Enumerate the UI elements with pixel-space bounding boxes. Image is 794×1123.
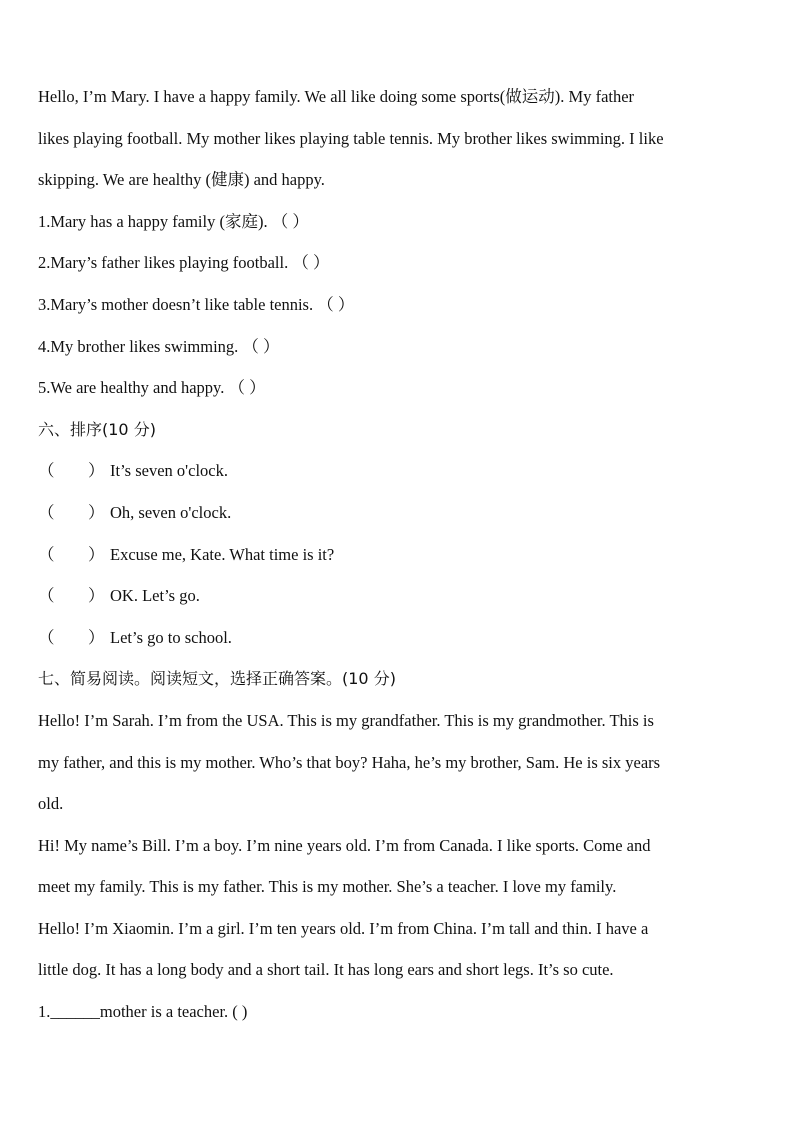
reading-passages-simple <box>38 700 758 991</box>
answer-blank-open: （ <box>38 461 55 481</box>
true-false-questions <box>38 201 758 409</box>
answer-blank-close: ） <box>88 586 105 606</box>
answer-blank-close: ） <box>88 461 105 481</box>
question-3: 3.Mary’s mother doesn’t like table tennis. （ ） <box>38 294 355 314</box>
worksheet-page <box>38 76 758 1033</box>
ordering-item <box>38 617 758 659</box>
answer-blank-open: （ <box>38 502 55 522</box>
passage-line: skipping. We are healthy (健康) and happy. <box>38 170 325 190</box>
answer-blank-close: ） <box>88 544 105 564</box>
ordering-item-text: Let’s go to school. <box>110 627 232 647</box>
passage-line: meet my family. This is my father. This is my mother. She’s a teacher. I love my family. <box>38 877 617 897</box>
ordering-item-text: Excuse me, Kate. What time is it? <box>110 544 335 564</box>
question-2: 2.Mary’s father likes playing football. （ ） <box>38 253 330 273</box>
passage-line: Hello! I’m Xiaomin. I’m a girl. I’m ten years old. I’m from China. I’m tall and thin. I have a <box>38 918 649 938</box>
passage-line: Hello, I’m Mary. I have a happy family. We all like doing some sports(做运动). My father <box>38 87 635 106</box>
ordering-item <box>38 450 758 492</box>
answer-blank-close: ） <box>88 627 105 647</box>
question-5: 5.We are healthy and happy. （ ） <box>38 378 266 398</box>
ordering-item-text: Oh, seven o'clock. <box>110 502 232 522</box>
section-7-question-1: 1.______mother is a teacher. ( ) <box>38 1002 248 1022</box>
ordering-item <box>38 575 758 617</box>
section-7-heading: 七、简易阅读。阅读短文，选择正确答案。(10 分) <box>38 669 396 689</box>
ordering-item-text: It’s seven o'clock. <box>110 461 228 481</box>
answer-blank-close: ） <box>88 502 105 522</box>
passage-line: old. <box>38 794 64 814</box>
ordering-list <box>38 450 758 658</box>
passage-line: little dog. It has a long body and a short tail. It has long ears and short legs. It’s so cute. <box>38 960 614 980</box>
passage-line: Hi! My name’s Bill. I’m a boy. I’m nine years old. I’m from Canada. I like sports. Come and <box>38 835 651 855</box>
question-1: 1.Mary has a happy family (家庭). （ ） <box>38 211 309 231</box>
ordering-item-text: OK. Let’s go. <box>110 586 200 606</box>
passage-line: likes playing football. My mother likes playing table tennis. My brother likes swimming. I like <box>38 128 664 148</box>
ordering-item <box>38 534 758 576</box>
passage-line: Hello! I’m Sarah. I’m from the USA. This is my grandfather. This is my grandmother. This is <box>38 710 654 730</box>
passage-line: my father, and this is my mother. Who’s that boy? Haha, he’s my brother, Sam. He is six years <box>38 752 661 772</box>
ordering-item <box>38 492 758 534</box>
reading-passage-mary <box>38 76 758 201</box>
answer-blank-open: （ <box>38 586 55 606</box>
question-4: 4.My brother likes swimming. （ ） <box>38 336 280 356</box>
answer-blank-open: （ <box>38 544 55 564</box>
section-6-heading: 六、排序(10 分) <box>38 419 156 439</box>
answer-blank-open: （ <box>38 627 55 647</box>
